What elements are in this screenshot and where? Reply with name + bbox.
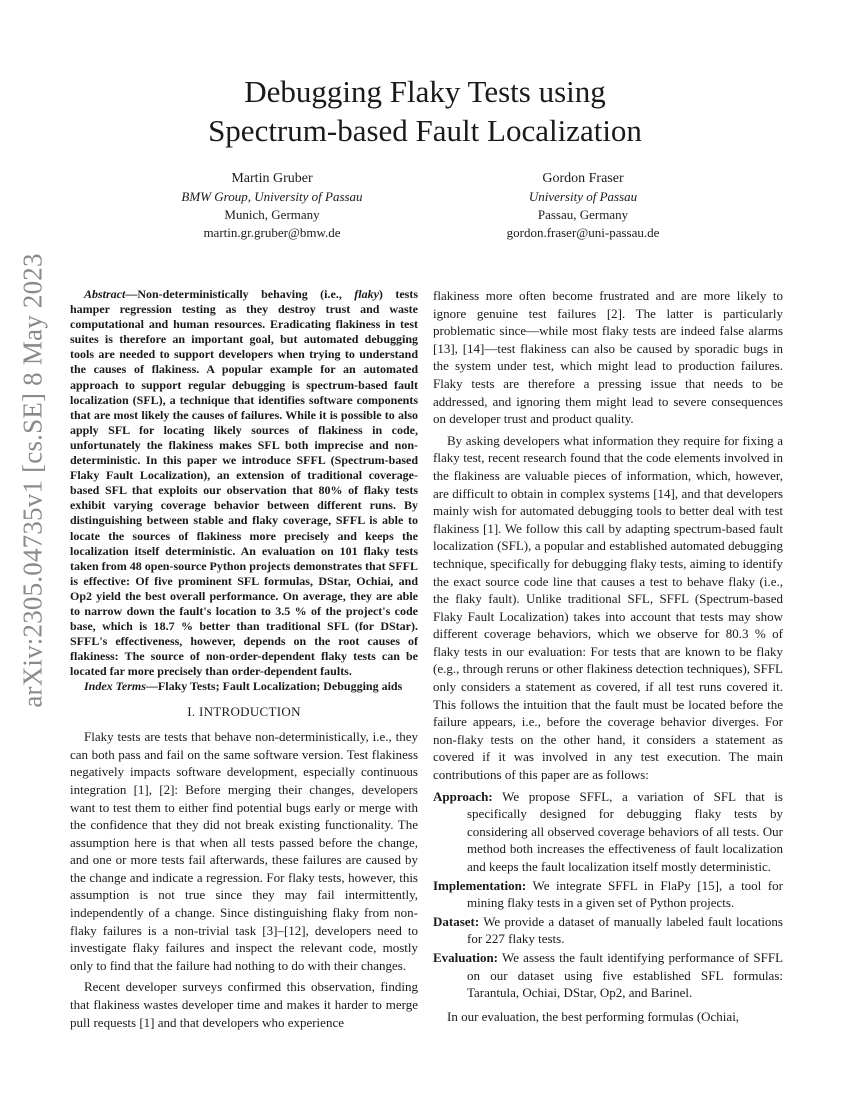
index-terms-text: —Flaky Tests; Fault Localization; Debugging aids (145, 679, 403, 694)
title-line-2: Spectrum-based Fault Localization (208, 113, 642, 148)
paper-title (0, 72, 850, 150)
contribution-list (433, 788, 783, 1002)
contribution-label: Dataset: (433, 913, 480, 929)
author-name: Martin Gruber (231, 171, 313, 186)
index-terms-label: Index Terms (84, 679, 146, 694)
abstract-text: ) tests hamper regression testing as they destroy trust and waste computational and human resources. Eradicating flakiness in test suites is therefore an important goal, but automated debugging tools are needed to support developers when trying to understand the causes of flakiness. A popular example for an automated approach to support regular debugging is spectrum-based fault localization (SFL), a technique that identifies software components that are most likely the causes of failures. While it is possible to also apply SFL for locating likely sources of flakiness in code, unfortunately the flakiness makes SFL both imprecise and non-deterministic. In this paper we introduce SFFL (Spectrum-based Flaky Fault Localization), an extension of traditional coverage-based SFL that exploits our observation that 80% of flaky tests exhibit varying coverage behavior between different runs. By distinguishing between stable and flaky coverage, SFFL is able to locate the sources of flakiness more precisely and keeps the localization itself deterministic. An evaluation on 101 flaky tests taken from 48 open-source Python projects demonstrates that SFFL is effective: Of five prominent SFL formulas, DStar, Ochiai, and Op2 yield the best overall performance. On average, they are able to narrow down the fault's location to 3.5 % of the project's code base, which is 18.7 % better than traditional SFL (for DStar). SFFL's effectiveness, however, depends on the root causes of flakiness: The source of non-order-dependent flaky tests can be located far more precisely than order-dependent faults. (70, 287, 418, 679)
author-block-1 (107, 170, 437, 242)
author-affiliation: University of Passau (528, 189, 638, 204)
body-paragraph: In our evaluation, the best performing formulas (Ochiai, (447, 1008, 740, 1024)
author-location: Passau, Germany (537, 207, 629, 222)
abstract (70, 287, 418, 679)
author-affiliation: BMW Group, University of Passau (181, 189, 363, 204)
abstract-label: Abstract (84, 287, 126, 301)
arxiv-sidebar-stamp (4, 252, 62, 708)
section-heading-introduction: I. INTRODUCTION (187, 703, 301, 719)
contribution-text: We provide a dataset of manually labeled fault locations for 227 flaky tests. (467, 913, 783, 947)
contribution-item (433, 788, 783, 876)
body-paragraph: Recent developer surveys confirmed this observation, finding that flakiness wastes developer time and makes it harder to merge pull requests [1] and that developers who experience (70, 979, 418, 1030)
contribution-label: Implementation: (433, 877, 527, 893)
abstract-flaky: flaky (354, 287, 379, 301)
title-line-1: Debugging Flaky Tests using (244, 74, 606, 109)
body-paragraph: Flaky tests are tests that behave non-deterministically, i.e., they can both pass and fail on the same software version. Test flakiness negatively impacts software development, especially continuous integration [1], [2]: Before merging their changes, developers want to test them to either find potential bugs early or merge with the confidence that they did not break existing functionality. The assumption here is that when all tests passed before the change, and one or more tests fail afterwards, these failures are caused by the change and indicate a regression. For flaky tests, however, this assumption is not true since they may fail intermittently, independently of a change. Since distinguishing flaky from non-flaky failures is a non-trivial task [3]–[12], developers need to investigate flaky failures and inspect the relevant code, mostly only to find that the failure had nothing to do with their changes. (70, 729, 418, 973)
body-paragraph: flakiness more often become frustrated and are more likely to ignore genuine test failures [2]. The latter is particularly problematic since—while most flaky tests are indeed false alarms [13], [14]—test flakiness can also be caused by sporadic bugs in the system under test, which might lead to production failures. Flaky tests are therefore a pressing issue that needs to be addressed, and ignoring them might lead to severe consequences on developer trust and product quality. (433, 288, 783, 427)
right-column (433, 287, 783, 1029)
contribution-item (433, 877, 783, 912)
author-email: gordon.fraser@uni-passau.de (506, 225, 660, 240)
contribution-text: We integrate SFFL in FlaPy [15], a tool for mining flaky tests in a given set of Python projects. (467, 877, 783, 911)
contribution-text: We assess the fault identifying performance of SFFL on our dataset using five established SFL formulas: Tarantula, Ochiai, DStar, Op2, and Barinel. (467, 949, 784, 1001)
author-block-2 (418, 170, 748, 242)
contribution-label: Evaluation: (433, 949, 499, 965)
left-column (70, 287, 418, 1035)
body-paragraph: By asking developers what information they require for fixing a flaky test, recent research found that the code elements involved in the flakiness are valuable pieces of information, which, however, are difficult to obtain in complex systems [14], and that developers mainly wish for automated debugging tools to better deal with test flakiness [1]. We follow this call by adapting spectrum-based fault localization (SFL), a popular and established automated debugging technique, specifically for debugging flaky tests, aiming to identify the exact source code line that causes a test to behave flaky (i.e., the flaky fault). Unlike traditional SFL, SFFL (Spectrum-based Flaky Fault Localization) takes into account that tests may show different coverage behaviors, which we observe for 80.3 % of flaky tests in our evaluation: For tests that are known to be flaky (e.g., through reruns or other flakiness detection techniques), SFFL only considers a statement as covered, if all test runs covered it. This follows the intuition that the fault must be located before the failure appears, i.e., before the coverage behavior diverges. For non-flaky tests on the other hand, it considers a statement as covered if it was involved in any test execution. The main contributions of this paper are as follows: (433, 432, 783, 783)
contribution-item (433, 913, 783, 948)
index-terms (70, 679, 418, 694)
abstract-dash: —Non-deterministically behaving (i.e., (125, 287, 355, 301)
arxiv-identifier: arXiv:2305.04735v1 [cs.SE] 8 May 2023 (17, 252, 48, 708)
contribution-item (433, 949, 783, 1002)
contribution-label: Approach: (433, 788, 493, 804)
author-email: martin.gr.gruber@bmw.de (203, 225, 341, 240)
author-name: Gordon Fraser (542, 171, 624, 186)
contribution-text: We propose SFFL, a variation of SFL that is specifically designed for debugging flaky tests by considering all observed coverage behaviors of all tests. Our method both increases the effectiveness of fault localization and keeps the fault localization itself mostly deterministic. (467, 788, 783, 874)
author-location: Munich, Germany (224, 207, 320, 222)
